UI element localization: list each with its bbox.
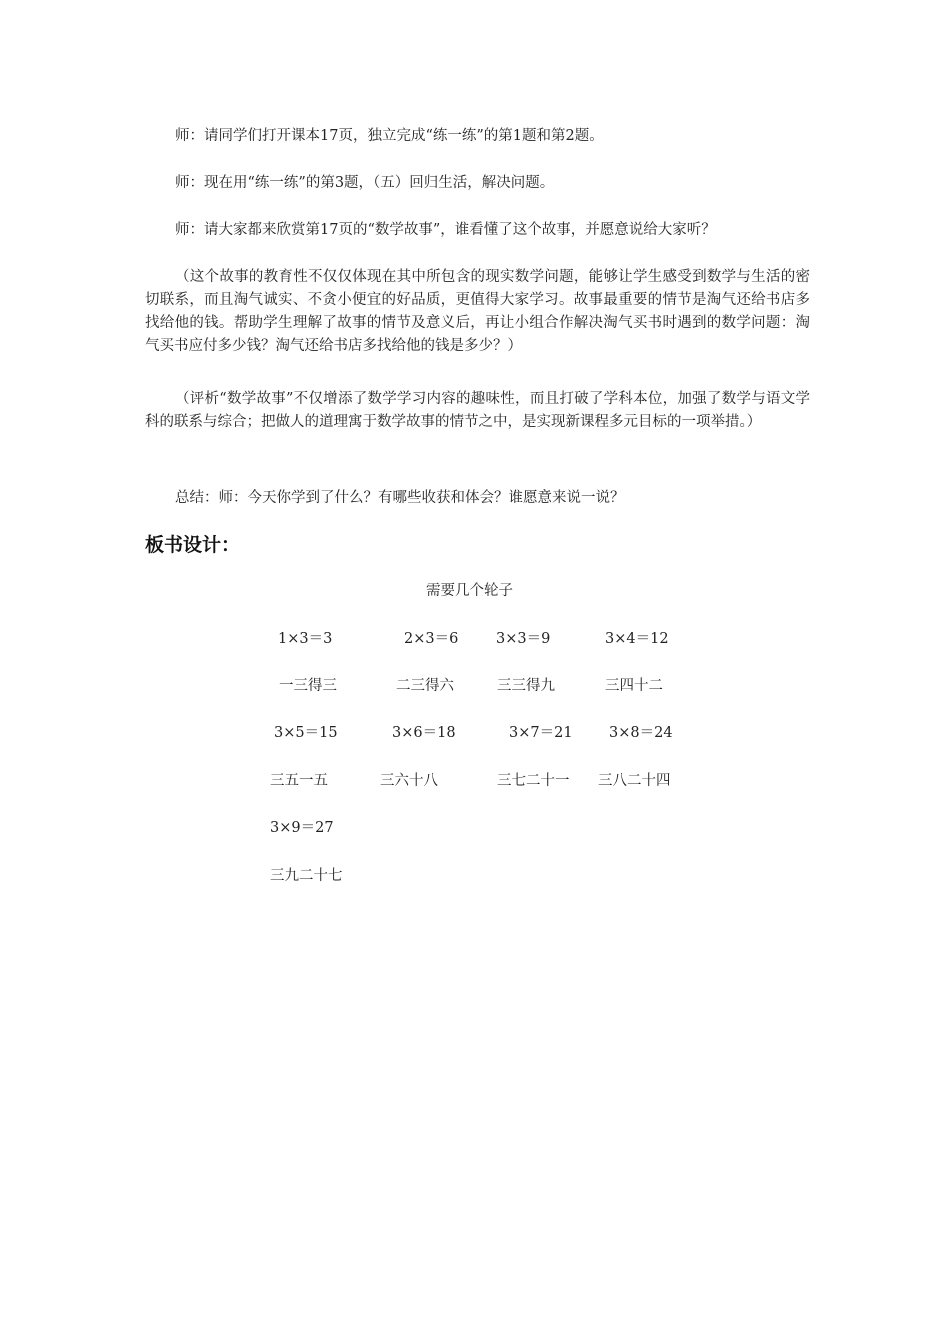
paragraph-practice-3: 师：现在用“练一练”的第3题，（五）回归生活，解决问题。 [175,175,555,191]
board-cell: 三八二十四 [598,773,671,789]
board-cell: 3×3＝9 [496,631,551,647]
paragraph-summary: 总结：师：今天你学到了什么？有哪些收获和体会？谁愿意来说一说？ [175,490,625,506]
board-cell: 3×5＝15 [274,725,338,741]
board-cell: 三六十八 [380,773,438,789]
paragraph-story-comment: （这个故事的教育性不仅仅体现在其中所包含的现实数学问题，能够让学生感受到数学与生活的密切联系，而且淘气诚实、不贪小便宜的好品质，更值得大家学习。故事最重要的情节是淘气还给书店多找给他的钱。帮助学生理解了故事的情节及意义后，再让小组合作解决淘气买书时遇到的数学问题：淘气买书应付多少钱？淘气还给书店多找给他的钱是多少？） [145,269,810,354]
board-cell: 3×7＝21 [509,725,573,741]
board-cell: 3×4＝12 [605,631,669,647]
board-cell: 3×9＝27 [270,820,334,836]
board-cell: 3×6＝18 [392,725,456,741]
board-cell: 三四十二 [605,678,663,694]
board-cell: 二三得六 [396,678,454,694]
board-design-heading: 板书设计： [145,534,241,556]
board-cell: 三五一五 [270,773,328,789]
board-cell: 一三得三 [279,678,337,694]
board-cell: 3×8＝24 [609,725,673,741]
board-cell: 三七二十一 [497,773,570,789]
board-cell: 2×3＝6 [404,631,459,647]
board-cell: 三三得九 [497,678,555,694]
board-cell: 1×3＝3 [278,631,333,647]
paragraph-evaluation: （评析“数学故事”不仅增添了数学学习内容的趣味性，而且打破了学科本位，加强了数学与语文学科的联系与综合；把做人的道理寓于数学故事的情节之中，是实现新课程多元目标的一项举措。） [145,391,810,430]
board-cell: 三九二十七 [270,868,343,884]
paragraph-open-textbook: 师：请同学们打开课本17页，独立完成“练一练”的第1题和第2题。 [175,128,604,144]
board-title: 需要几个轮子 [426,583,513,599]
paragraph-math-story: 师：请大家都来欣赏第17页的“数学故事”，谁看懂了这个故事，并愿意说给大家听？ [175,222,716,238]
